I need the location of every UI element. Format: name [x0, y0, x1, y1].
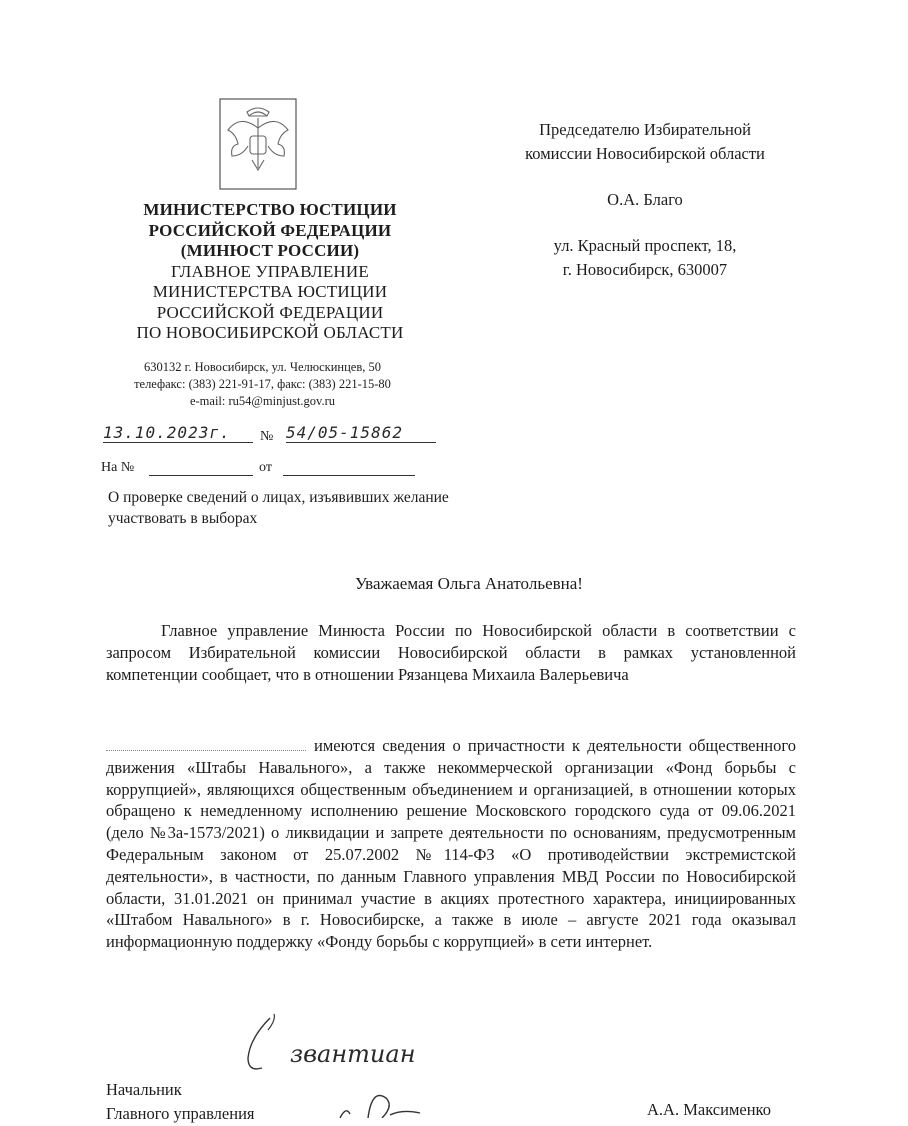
reply-no-label: На №: [101, 460, 135, 475]
ministry-line: ГЛАВНОЕ УПРАВЛЕНИЕ: [171, 261, 369, 281]
signature-mark: [320, 1085, 430, 1118]
ministry-phone: телефакс: (383) 221-91-17, факс: (383) 221-15-80: [134, 377, 391, 391]
ministry-line: РОССИЙСКОЙ ФЕДЕРАЦИИ: [148, 220, 392, 240]
blank-line: [149, 475, 253, 476]
registration-no-label: №: [260, 429, 274, 444]
signatory-title: [106, 1078, 255, 1126]
ministry-line: МИНИСТЕРСТВА ЮСТИЦИИ: [152, 282, 388, 301]
recipient-line: Председателю Избирательной: [539, 120, 751, 139]
signatory-title-line: Начальник: [106, 1080, 182, 1099]
body-text: Главное управление Минюста России по Новосибирской области в соответствии с запросом Избирательной комиссии Новосибирской области в рамках установленной компетенции сообщает, что в отношении Рязанцева Михаила Валерьевича: [106, 621, 796, 684]
body-paragraph-2: [106, 735, 796, 953]
recipient-name: О.А. Благо: [607, 190, 683, 209]
recipient-address: г. Новосибирск, 630007: [562, 260, 728, 279]
signatory-title-line: Главного управления: [106, 1104, 255, 1123]
recipient-block: [480, 118, 810, 282]
blank-line: [283, 475, 415, 476]
ministry-contacts: [90, 359, 435, 410]
registration-date: 13.10.2023г.: [103, 423, 253, 443]
ministry-line: (МИНЮСТ РОССИИ): [180, 241, 360, 260]
recipient-line: комиссии Новосибирской области: [525, 144, 765, 163]
letter-greeting: Уважаемая Ольга Анатольевна!: [355, 574, 583, 593]
ministry-line: МИНИСТЕРСТВО ЮСТИЦИИ: [143, 200, 397, 219]
body-text: имеются сведения о причастности к деятельности общественного движения «Штабы Навального», а также некоммерческой организации «Фонд борьбы с коррупцией», являющихся общественным объединением и организацией, в отношении которых обращено к немедленному исполнению решение Московского городского суда от 09.06.2021 (дело №3а-1573/2021) о ликвидации и запрете деятельности по основаниям, предусмотренным Федеральным законом от 25.07.2002 №114-ФЗ «О противодействии экстремистской деятельности», в частности, по данным Главного управления МВД России по Новосибирской области, 31.01.2021 он принимал участие в акциях протестного характера, инициированных «Штабом Навального» в г. Новосибирске, а также в июле – августе 2021 года оказывал информационную поддержку «Фонду борьбы с коррупцией» в сети интернет.: [106, 736, 796, 952]
ministry-email: e-mail: ru54@minjust.gov.ru: [189, 394, 336, 408]
registration-line: [100, 425, 460, 451]
letter-subject: О проверке сведений о лицах, изъявивших желание участвовать в выборах: [108, 489, 449, 527]
body-paragraph-1: [106, 620, 796, 685]
recipient-address: ул. Красный проспект, 18,: [553, 236, 737, 255]
handwritten-note-text: звантиан: [290, 1040, 416, 1068]
registration-number: 54/05-15862: [286, 423, 436, 443]
ministry-address: 630132 г. Новосибирск, ул. Челюскинцев, 50: [144, 360, 381, 374]
signatory-name: А.А. Максименко: [647, 1100, 771, 1119]
ministry-line: ПО НОВОСИБИРСКОЙ ОБЛАСТИ: [136, 323, 404, 342]
ministry-line: РОССИЙСКОЙ ФЕДЕРАЦИИ: [156, 302, 384, 322]
coat-of-arms-emblem: [219, 98, 297, 190]
reply-reference-line: [101, 460, 431, 480]
ministry-header: [95, 200, 445, 344]
reply-from-label: от: [259, 460, 272, 475]
